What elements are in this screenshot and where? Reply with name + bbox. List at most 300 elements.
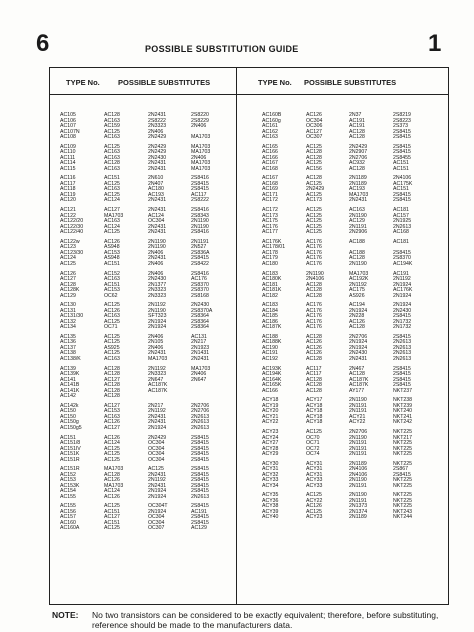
substitute-cell: AC128 (104, 471, 120, 478)
substitute-cell: 2N406 (191, 154, 207, 161)
substitute-cell: 2N3323 (148, 287, 167, 293)
substitute-cell: AC163 (104, 218, 120, 225)
substitute-cell: NKT225 (393, 451, 413, 457)
left-type-header: TYPE No. (66, 78, 100, 87)
type-number-cell: AC139K (60, 371, 80, 378)
substitute-cell: 2S8223 (393, 117, 411, 124)
type-number-cell: ACY33 (262, 477, 279, 484)
substitute-cell: AC128 (349, 255, 365, 262)
type-number-cell: AC188K (262, 339, 282, 346)
type-number-cell: AC172 (262, 207, 278, 214)
substitute-cell: 2N2430 (349, 350, 368, 357)
substitute-cell: 2N2706 (191, 408, 210, 415)
type-number-cell: AC187K (262, 324, 282, 331)
substitute-cell: AC128 (306, 387, 322, 394)
substitute-cell: 2N1189 (349, 180, 367, 187)
substitute-cell: AC125 (104, 229, 120, 236)
substitute-cell: AC187K (148, 387, 168, 394)
type-number-cell: AC141B (60, 382, 80, 389)
substitute-cell: AC176 (306, 260, 322, 267)
type-number-cell: AC160 (60, 519, 76, 526)
substitute-cell: AC173 (306, 197, 322, 204)
substitute-cell: 2N4106 (393, 175, 412, 182)
substitute-cell: AC117 (306, 365, 322, 372)
substitute-cell: 2N1192 (148, 408, 166, 415)
substitute-cell: 2S8219 (393, 112, 411, 118)
substitute-cell: 2N2431 (148, 229, 167, 236)
substitute-cell: AC126 (104, 307, 120, 314)
substitute-cell: AC128 (104, 112, 120, 118)
substitute-cell: AC125 (104, 525, 120, 532)
substitute-cell: 2N610 (148, 175, 164, 182)
substitute-cell: AC153 (104, 249, 120, 256)
type-number-cell: AC105 (60, 112, 76, 118)
type-number-cell: AC132 (60, 318, 76, 325)
substitute-cell: 2N2613 (393, 223, 412, 230)
substitute-cell: 2N406 (148, 333, 164, 340)
type-number-cell: AC181K (262, 287, 282, 293)
substitute-cell: AC151 (104, 281, 120, 288)
type-number-cell: AC186 (262, 318, 278, 325)
substitute-cell: NKT225 (393, 477, 413, 484)
substitute-cell: 2S8415 (393, 382, 411, 389)
substitute-cell: NKT243 (393, 508, 413, 515)
substitute-cell: 2N1192 (148, 302, 166, 309)
substitute-cell: AC127 (104, 402, 120, 409)
substitute-cell: AC124 (104, 440, 120, 446)
substitute-cell: 2N2429 (148, 149, 167, 156)
substitute-cell: 2S8415 (191, 466, 209, 473)
type-number-cell: AC120 (60, 197, 76, 204)
type-number-cell: AC176K (262, 238, 282, 245)
type-number-cell: AC151/8 (60, 440, 81, 446)
substitute-cell: AC126 (306, 339, 322, 346)
type-number-cell: ACY36 (262, 497, 279, 504)
type-number-cell: AC122w (60, 238, 80, 245)
substitute-cell: AC125 (148, 466, 164, 473)
substitute-cell: AC126 (104, 493, 120, 500)
substitute-cell: NKT225 (393, 445, 413, 452)
substitute-cell: ACY23 (306, 514, 323, 521)
type-number-cell: AC160A (60, 525, 80, 532)
right-substitutes-header: POSSIBLE SUBSTITUTES (304, 78, 397, 87)
substitute-cell: NKT241 (393, 413, 413, 420)
substitute-cell: 2N1190 (349, 212, 367, 219)
substitute-cell: 2N2429 (306, 186, 325, 193)
substitute-cell: ACY33 (306, 482, 323, 489)
type-number-cell: AC155 (60, 503, 76, 510)
substitute-cell: AC125 (104, 143, 120, 150)
substitute-cell: AS948 (104, 255, 120, 262)
type-number-cell: ACY21 (262, 413, 279, 420)
substitute-cell: MA1703 (349, 191, 369, 198)
type-number-cell: AC172 (262, 197, 278, 204)
substitute-cell: 2S8415 (393, 371, 411, 378)
substitute-cell: NKT242 (393, 419, 413, 426)
substitute-cell: AC126 (104, 434, 120, 441)
substitute-cell: MA1703 (191, 165, 211, 172)
substitute-cell: AC125 (306, 207, 322, 214)
substitute-cell: AC176 (306, 318, 322, 325)
substitute-cell: AC163 (104, 276, 120, 282)
substitute-cell: SFT323 (148, 313, 167, 320)
substitute-cell: ACY22 (306, 497, 323, 504)
type-number-cell: AC183 (262, 302, 278, 309)
substitute-cell: AC188 (349, 249, 365, 256)
substitute-cell: 2S8415 (393, 197, 411, 204)
substitute-cell: AC125 (104, 456, 120, 463)
substitute-cell: AC194 (349, 302, 365, 309)
substitute-cell: MA1703 (191, 143, 211, 150)
substitute-cell: NKT225 (393, 429, 413, 435)
type-number-cell: AC164K (262, 376, 282, 383)
substitute-cell: AC176 (306, 313, 322, 320)
type-number-cell: AC122/20 (60, 218, 84, 225)
substitute-cell: 2N3323 (148, 123, 167, 129)
type-number-cell: AC180 (262, 260, 278, 267)
substitute-cell: AC128 (306, 292, 322, 299)
substitute-cell: NKT237 (393, 387, 413, 394)
substitute-cell: 2N1190 (349, 477, 367, 484)
substitute-cell: 2N1190 (306, 270, 324, 277)
type-number-cell: AC163 (262, 134, 278, 140)
substitute-cell: AC125 (104, 302, 120, 309)
substitute-cell: 2N2431 (148, 112, 167, 118)
substitute-cell: 2S8415 (191, 456, 209, 463)
substitute-cell: 2N406 (191, 371, 207, 378)
substitute-cell: 2S8415 (191, 255, 209, 262)
substitute-cell: 2S8415 (191, 451, 209, 457)
substitute-cell: 2S8222 (191, 197, 209, 204)
substitute-cell: 2N2431 (349, 355, 368, 362)
substitute-cell: AC125 (306, 508, 322, 515)
substitute-cell: AY177 (349, 387, 365, 394)
substitute-cell: AC117 (306, 371, 322, 378)
substitute-cell: 2S8415 (191, 434, 209, 441)
substitute-cell: 2N2906 (349, 229, 368, 236)
substitute-cell: AC151 (393, 160, 409, 167)
type-number-cell: ACY38 (262, 503, 279, 510)
page-number-left: 6 (36, 30, 50, 57)
substitute-cell: 2N1924 (349, 344, 368, 351)
substitute-cell: 2N1924 (148, 488, 167, 495)
type-number-cell: AC185 (262, 313, 278, 320)
substitute-cell: AC125 (104, 503, 120, 510)
substitute-cell: 2S8222 (148, 117, 166, 124)
substitute-cell: AC128 (349, 324, 365, 331)
substitute-cell: 2S8455 (393, 154, 411, 161)
substitute-cell: 2S8416 (191, 270, 209, 277)
substitute-cell: 2N2429 (349, 143, 368, 150)
substitute-cell: MA1703 (104, 482, 124, 489)
substitute-cell: AC168 (393, 229, 409, 236)
substitute-cell: AC176K (393, 287, 413, 293)
type-number-cell: ACY23 (262, 429, 279, 435)
substitute-cell: 2S8415 (191, 445, 209, 452)
substitute-cell: 2N2907 (349, 149, 368, 156)
substitute-cell: OC304 (148, 451, 165, 457)
substitute-cell: NKT225 (393, 460, 413, 467)
substitute-cell: 2S8415 (393, 191, 411, 198)
substitute-cell: AC125 (104, 333, 120, 340)
type-number-cell: AC110 (60, 149, 76, 156)
substitute-cell: 2N2429 (148, 143, 167, 150)
substitute-cell: AC127 (104, 424, 120, 431)
substitute-cell: 2N2706 (349, 333, 368, 340)
substitute-cell: AC163 (104, 165, 120, 172)
substitute-cell: OC304 (148, 445, 165, 452)
type-number-cell: AC180K (262, 276, 282, 282)
substitute-cell: 2N527 (191, 244, 207, 251)
substitute-cell: 2N2431 (148, 207, 167, 214)
substitute-cell: OC304T (148, 503, 168, 510)
type-number-cell: AC153 (60, 477, 76, 484)
substitute-cell: AC151 (393, 165, 409, 172)
type-number-cell: AC126 (60, 270, 76, 277)
substitute-cell: AC125 (104, 445, 120, 452)
type-number-cell: AC178/01 (262, 244, 286, 251)
substitute-cell: AC187K (349, 376, 369, 383)
substitute-cell: 2S8220 (191, 112, 209, 118)
type-number-cell: AC124 (60, 255, 76, 262)
type-number-cell: AC166 (262, 154, 278, 161)
substitute-cell: OC72 (306, 445, 320, 452)
substitute-cell: AC163 (104, 134, 120, 140)
substitute-cell: NKT240 (393, 408, 413, 415)
substitute-cell: 2N1924 (393, 292, 412, 299)
type-number-cell: AC118 (60, 186, 76, 193)
substitute-cell: AC131 (191, 333, 207, 340)
type-number-cell: AC184 (262, 307, 278, 314)
substitute-cell: 2N1192 (393, 276, 411, 282)
type-number-cell: AC131/30 (60, 313, 84, 320)
substitute-cell: 2S373 (393, 123, 409, 129)
substitute-cell: AC153 (104, 408, 120, 415)
substitute-cell: AC191 (349, 117, 365, 124)
substitute-cell: 2N1924 (393, 281, 412, 288)
substitute-cell: 2N2430 (148, 154, 167, 161)
substitute-cell: AC125 (306, 180, 322, 187)
substitute-cell: AC152 (104, 270, 120, 277)
type-number-cell: AC169 (262, 186, 278, 193)
substitute-cell: OC62 (104, 292, 118, 299)
type-number-cell: AC138 (60, 350, 76, 357)
substitute-cell: 2N37 (349, 112, 362, 118)
substitute-cell: AC125 (104, 318, 120, 325)
substitute-cell: 2N1191 (349, 402, 367, 409)
note-text: No two transistors can be considered to be exactly equivalent; therefore, before substituting, reference should be made to the manufacturers data. (92, 610, 439, 630)
type-number-cell: AC188 (262, 333, 278, 340)
type-number-cell: ACY35 (262, 492, 279, 499)
type-number-cell: AC138/K (60, 355, 81, 362)
type-number-cell: AC119 (60, 191, 76, 198)
substitute-cell: 2N3323 (148, 292, 167, 299)
substitute-cell: AC124 (148, 212, 164, 219)
substitute-cell: 2N1189 (349, 514, 367, 521)
substitute-cell: 2S8415 (393, 333, 411, 340)
substitute-cell: AC128 (104, 393, 120, 400)
substitute-cell: 2S8415 (191, 503, 209, 510)
substitute-cell: AC125 (104, 350, 120, 357)
substitute-cell: 2S8229 (191, 117, 209, 124)
substitute-cell: 2N1924 (148, 508, 167, 515)
type-number-cell: AC150g5 (60, 424, 82, 431)
substitute-cell: 2N1924 (148, 493, 167, 500)
type-number-cell: AC157 (60, 514, 76, 521)
substitute-cell: AC187K (349, 382, 369, 389)
substitute-cell: AC180 (148, 186, 164, 193)
substitute-cell: AC128 (306, 382, 322, 389)
substitute-cell: AC125 (104, 128, 120, 135)
type-number-cell: AC150 (60, 413, 76, 420)
type-number-cell: AC123/30 (60, 249, 84, 256)
substitute-cell: 2S8415 (191, 482, 209, 489)
type-number-cell: AC116 (60, 175, 76, 182)
substitute-cell: 2N4106 (349, 471, 368, 478)
footnote (52, 610, 439, 630)
column-divider (236, 67, 237, 605)
substitute-cell: 2S8364 (191, 324, 209, 331)
substitute-cell: AC124 (104, 223, 120, 230)
substitute-cell: 2N105 (148, 339, 164, 346)
type-number-cell: AC166 (262, 149, 278, 156)
substitute-cell: AC125 (306, 160, 322, 167)
substitute-cell: AC128 (349, 165, 365, 172)
substitute-cell: 2N406 (191, 123, 207, 129)
substitute-cell: AC126 (306, 344, 322, 351)
substitute-cell: 2S8415 (191, 471, 209, 478)
substitute-cell: 2N1192 (148, 477, 166, 484)
type-number-cell: ACY40 (262, 514, 279, 521)
type-number-cell: AC151IV (60, 445, 81, 452)
substitute-cell: OC71 (306, 440, 320, 446)
type-number-cell: ACY39 (262, 508, 279, 515)
substitute-cell: AS948 (104, 244, 120, 251)
type-number-cell: AC122/40 (60, 229, 84, 236)
substitute-cell: 2N217 (191, 339, 207, 346)
substitute-cell: 2N1431 (191, 350, 210, 357)
substitute-cell: 2S8415 (191, 477, 209, 484)
right-type-header: TYPE No. (258, 78, 292, 87)
substitute-cell: 2N1191 (349, 497, 367, 504)
substitute-cell: OC304 (148, 218, 165, 225)
type-number-cell: AC165 (262, 143, 278, 150)
substitute-cell: NKT225 (393, 492, 413, 499)
substitute-cell: 2N2431 (349, 197, 368, 204)
substitute-cell: 2S867 (393, 466, 409, 473)
substitute-cell: AC129 (349, 218, 365, 225)
type-number-cell: AC151K (60, 451, 80, 457)
substitute-cell: AC128 (349, 371, 365, 378)
substitute-cell: 2S8415 (393, 365, 411, 372)
substitute-cell: 2N1190 (191, 218, 209, 225)
substitute-cell: 2N1924 (349, 339, 368, 346)
substitute-cell: AC125 (306, 191, 322, 198)
substitute-cell: AC126 (104, 477, 120, 484)
type-number-cell: AC131 (60, 307, 76, 314)
substitute-cell: ACY18 (306, 413, 323, 420)
substitute-cell: 2N2613 (393, 339, 412, 346)
substitute-cell: AC191 (191, 508, 207, 515)
substitute-cell: 2N2430 (191, 302, 210, 309)
type-number-cell: AC177 (262, 229, 278, 236)
substitute-cell: AC128 (306, 175, 322, 182)
substitute-cell: AC125 (104, 180, 120, 187)
substitute-cell: AC151 (104, 519, 120, 526)
type-number-cell: AC173 (262, 212, 278, 219)
substitute-cell: AC193 (349, 186, 365, 193)
type-number-cell: AC151R (60, 456, 80, 463)
substitute-cell: AC124 (104, 197, 120, 204)
substitute-cell: NKT239 (393, 402, 413, 409)
substitute-cell: NKT217 (393, 434, 413, 441)
substitute-cell: 2N2431 (148, 255, 167, 262)
substitute-cell: AC129 (191, 525, 207, 532)
type-number-cell: AC129 (60, 292, 76, 299)
substitute-cell: AC176 (191, 276, 207, 282)
substitute-cell: 2N1924 (349, 307, 368, 314)
substitute-cell: AC128 (306, 333, 322, 340)
substitute-cell: 2N2613 (393, 350, 412, 357)
substitute-cell: AC128 (104, 382, 120, 389)
substitute-cell: 2N1190 (148, 238, 166, 245)
type-number-cell: AC155 (60, 493, 76, 500)
type-number-cell: AC111 (60, 154, 76, 161)
substitute-cell: AC163 (104, 186, 120, 193)
type-number-cell: AC178 (262, 249, 278, 256)
substitute-cell: ACY31 (306, 460, 323, 467)
type-number-cell: AC122 (60, 212, 76, 219)
substitute-cell: 2N2431 (148, 350, 167, 357)
substitute-cell: AC176 (306, 249, 322, 256)
substitute-cell: 2N1377 (148, 281, 167, 288)
substitute-cell: AC125 (306, 218, 322, 225)
type-number-cell: AC160g (262, 117, 281, 124)
type-number-cell: AC107N (60, 128, 80, 135)
type-number-cell: AC154 (60, 488, 76, 495)
substitute-cell: AC163 (104, 149, 120, 156)
substitute-cell: MA1703 (191, 134, 211, 140)
substitute-cell: OC306 (306, 123, 323, 129)
substitute-cell: 2S8415 (191, 180, 209, 187)
substitute-cell: 2N647 (148, 376, 164, 383)
substitute-cell: AC163 (104, 413, 120, 420)
type-number-cell: AC193K (262, 365, 282, 372)
substitute-cell: 2N1190 (349, 434, 367, 441)
substitute-cell: MA1703 (104, 212, 124, 219)
substitute-cell: AC194K (393, 260, 413, 267)
type-number-cell: AC137 (60, 344, 76, 351)
substitute-cell: AC128 (306, 154, 322, 161)
type-number-cell: AC142k (60, 402, 79, 409)
substitute-cell: OC307 (148, 525, 165, 532)
substitute-cell: AC125 (104, 339, 120, 346)
substitute-cell: 2S8416 (191, 207, 209, 214)
substitute-cell: AC181 (393, 207, 409, 214)
substitute-cell: 2S8415 (393, 249, 411, 256)
substitute-cell: 2N1191 (349, 408, 367, 415)
type-number-cell: ACY29 (262, 451, 279, 457)
substitute-cell: AC156 (306, 165, 322, 172)
substitute-cell: AC932 (349, 160, 365, 167)
substitute-cell: 2S8422 (191, 260, 209, 267)
substitute-cell: AC128 (104, 160, 120, 167)
substitute-cell: 2S8415 (191, 514, 209, 521)
substitute-cell: AC126 (306, 503, 322, 510)
substitute-cell: 2S8415 (393, 128, 411, 135)
substitute-cell: 2N2431 (148, 160, 167, 167)
substitute-cell: OC304 (306, 117, 323, 124)
